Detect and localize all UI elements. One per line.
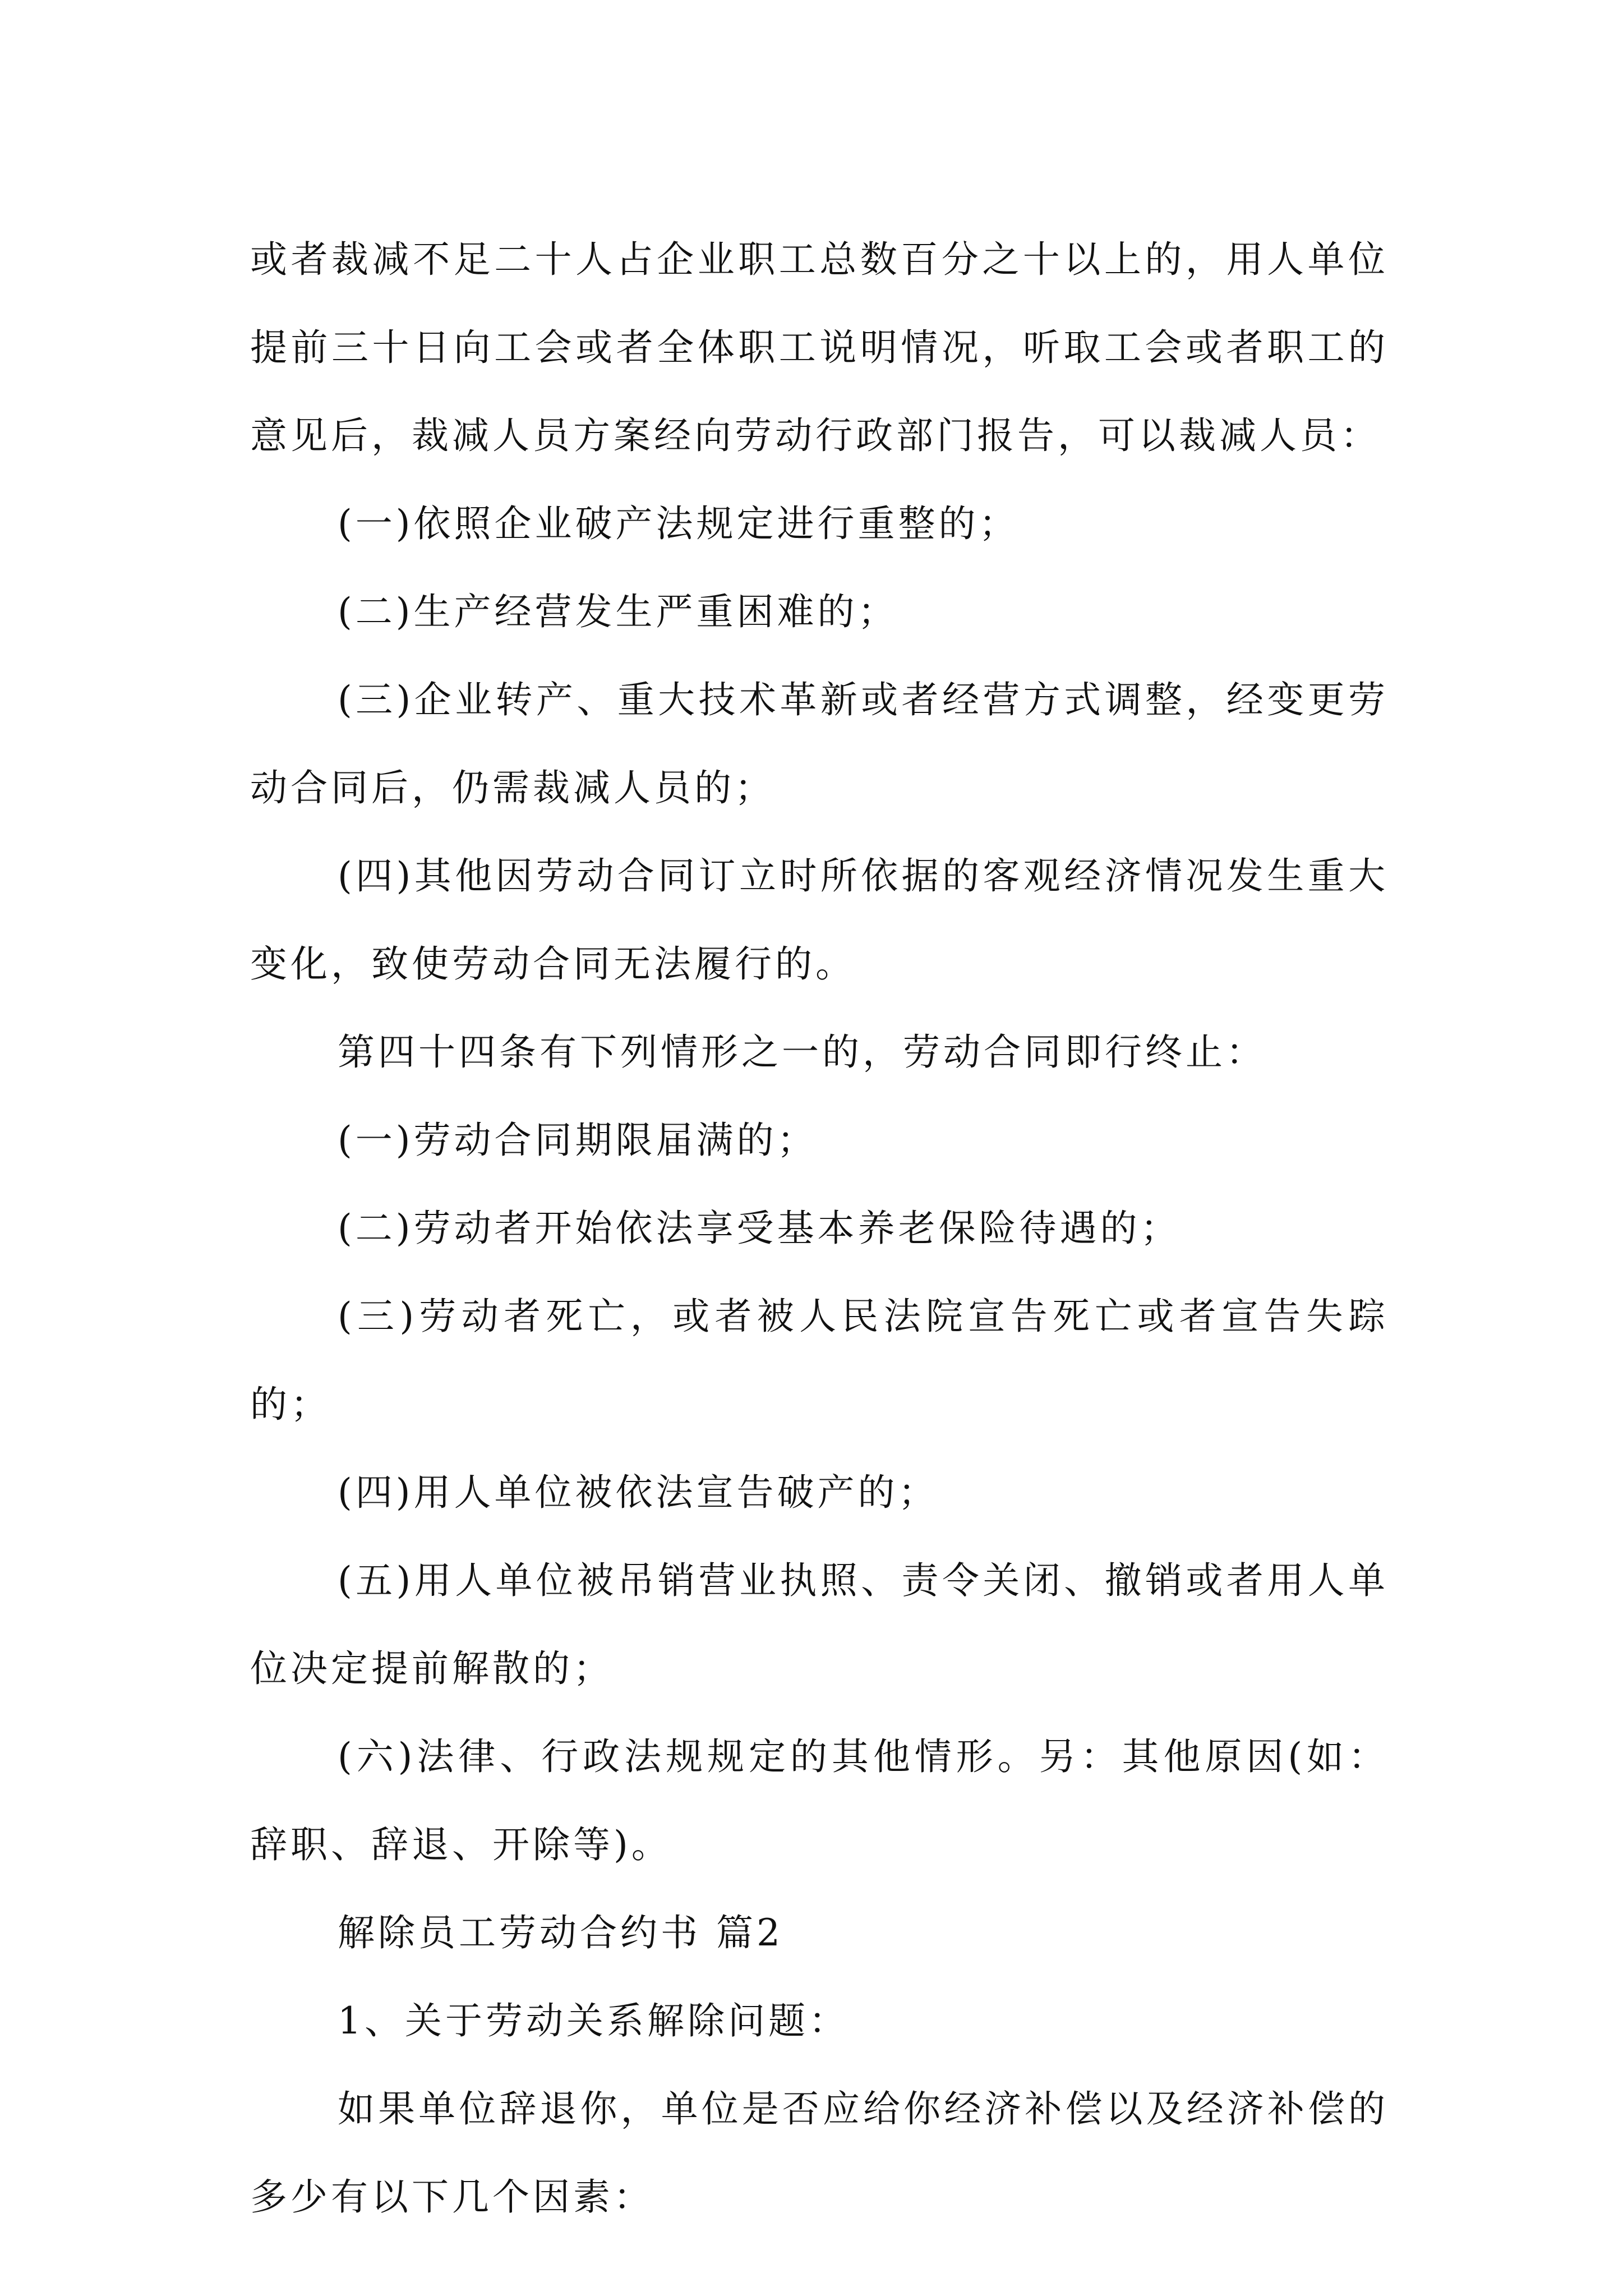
paragraph-layoff-conditions: 或者裁减不足二十人占企业职工总数百分之十以上的，用人单位提前三十日向工会或者全体职工说明情况，听取工会或者职工的意见后，裁减人员方案经向劳动行政部门报告，可以裁减人员：: [250, 238, 1389, 457]
paragraph-termination-item-4: (四)用人单位被依法宣告破产的；: [338, 1471, 939, 1514]
paragraph-layoff-item-2: (二)生产经营发生严重困难的；: [338, 590, 898, 633]
paragraph-article-44: 第四十四条有下列情形之一的，劳动合同即行终止：: [338, 1030, 1266, 1074]
paragraph-termination-item-2: (二)劳动者开始依法享受基本养老保险待遇的；: [338, 1207, 1181, 1250]
paragraph-termination-item-5: (五)用人单位被吊销营业执照、责令关闭、撤销或者用人单位决定提前解散的；: [250, 1559, 1389, 1690]
paragraph-termination-item-1: (一)劳动合同期限届满的；: [338, 1119, 818, 1162]
section-heading-part-2: 解除员工劳动合约书 篇2: [338, 1911, 783, 1954]
paragraph-termination-item-3: (三)劳动者死亡，或者被人民法院宣告死亡或者宣告失踪的；: [250, 1295, 1389, 1426]
paragraph-compensation-factors: 如果单位辞退你，单位是否应给你经济补偿以及经济补偿的多少有以下几个因素：: [250, 2087, 1389, 2219]
paragraph-layoff-item-3: (三)企业转产、重大技术革新或者经营方式调整，经变更劳动合同后，仍需裁减人员的；: [250, 678, 1389, 809]
paragraph-layoff-item-4: (四)其他因劳动合同订立时所依据的客观经济情况发生重大变化，致使劳动合同无法履行的。: [250, 854, 1389, 986]
paragraph-termination-item-6: (六)法律、行政法规规定的其他情形。另：其他原因(如：辞职、辞退、开除等)。: [250, 1735, 1389, 1866]
paragraph-layoff-item-1: (一)依照企业破产法规定进行重整的；: [338, 502, 1020, 545]
paragraph-question-1: 1、关于劳动关系解除问题：: [338, 1999, 849, 2042]
document-body: [250, 215, 1389, 2241]
